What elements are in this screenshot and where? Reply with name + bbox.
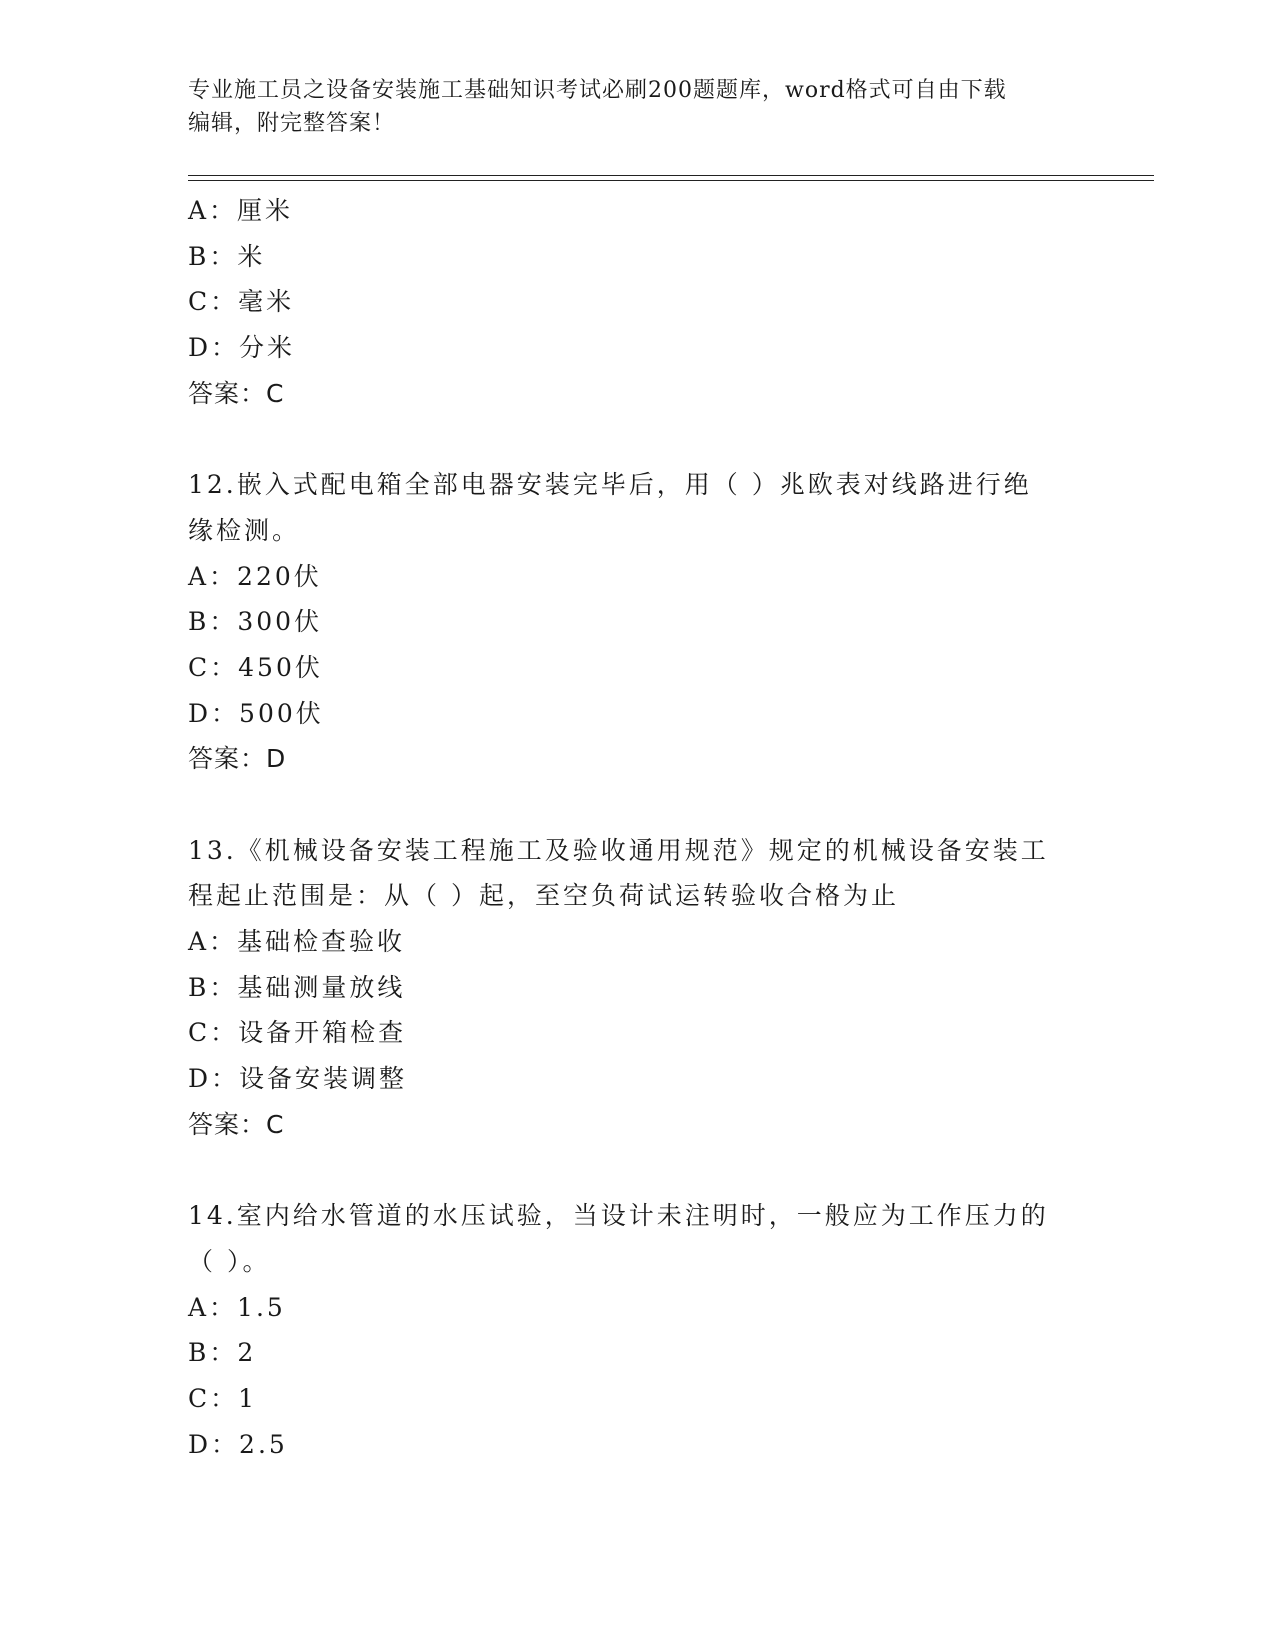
option-b: B：2	[188, 1338, 257, 1368]
question-stem-line-1: 12.嵌入式配电箱全部电器安装完毕后，用（ ）兆欧表对线路进行绝	[188, 470, 1032, 500]
option-a: A：厘米	[188, 196, 294, 225]
option-c: C：毫米	[188, 287, 295, 317]
option-a: A：1.5	[188, 1292, 286, 1322]
question-list	[188, 188, 1088, 1467]
question-stem-line-2: 缘检测。	[188, 515, 301, 545]
question-stem-line-1: 13.《机械设备安装工程施工及验收通用规范》规定的机械设备安装工	[188, 835, 1049, 865]
question-14	[188, 1193, 1088, 1467]
question-11-options	[188, 188, 1088, 416]
spacer	[188, 782, 1088, 828]
spacer	[188, 1147, 1088, 1193]
question-stem-line-1: 14.室内给水管道的水压试验，当设计未注明时，一般应为工作压力的	[188, 1201, 1049, 1231]
question-12	[188, 462, 1088, 782]
option-b: B：米	[188, 241, 266, 271]
header-title-line-2: 编辑，附完整答案！	[188, 111, 396, 136]
answer: 答案：D	[188, 744, 287, 774]
document-header	[188, 74, 1068, 140]
spacer	[188, 416, 1088, 462]
option-c: C：1	[188, 1383, 258, 1413]
option-c: C：设备开箱检查	[188, 1018, 407, 1048]
option-d: D：设备安装调整	[188, 1064, 408, 1094]
option-d: D：分米	[188, 333, 296, 363]
option-d: D：500伏	[188, 698, 324, 728]
question-stem-line-2: （ ）。	[188, 1246, 271, 1276]
option-d: D：2.5	[188, 1429, 288, 1459]
option-c: C：450伏	[188, 652, 323, 682]
header-title-line-1: 专业施工员之设备安装施工基础知识考试必刷200题题库，word格式可自由下载	[188, 78, 1007, 103]
question-13	[188, 828, 1088, 1148]
answer: 答案：C	[188, 378, 285, 408]
answer: 答案：C	[188, 1109, 285, 1139]
header-divider-top	[188, 175, 1154, 176]
question-stem-line-2: 程起止范围是：从（ ）起，至空负荷试运转验收合格为止	[188, 881, 899, 911]
option-b: B：300伏	[188, 607, 323, 637]
header-divider-bottom	[188, 180, 1154, 181]
option-a: A：220伏	[188, 561, 322, 591]
option-b: B：基础测量放线	[188, 972, 406, 1002]
option-a: A：基础检查验收	[188, 927, 406, 956]
